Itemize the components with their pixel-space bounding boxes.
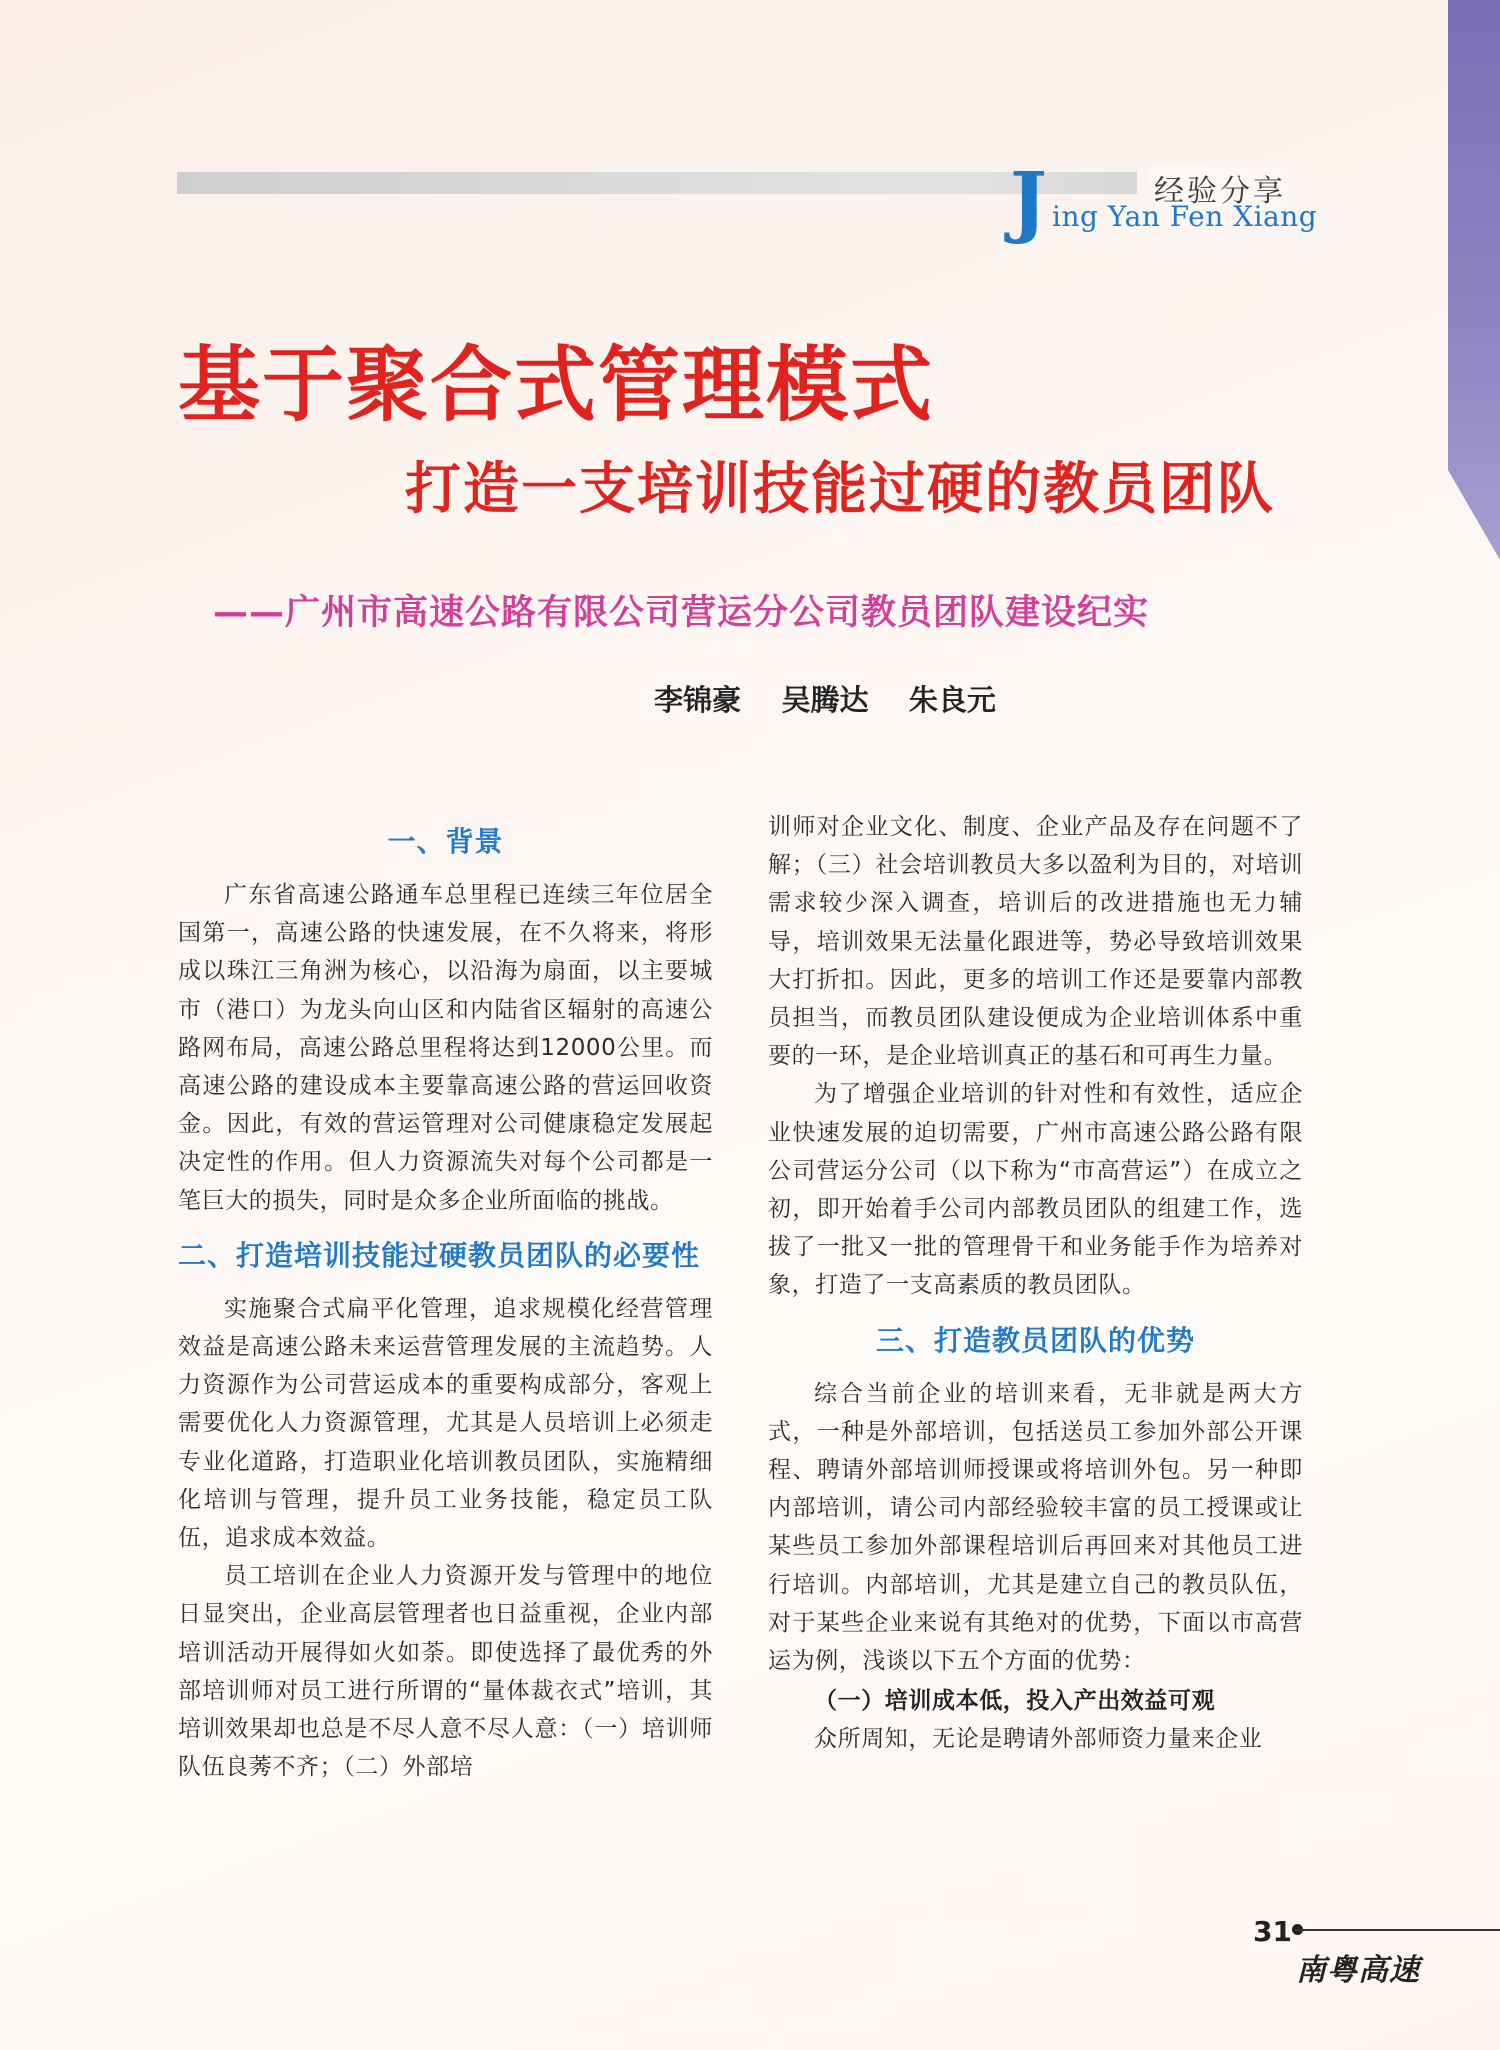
right-column (768, 808, 1303, 1758)
article-authors: 李锦豪 吴腾达 朱良元 (654, 683, 996, 717)
subsection-heading: （一）培训成本低，投入产出效益可观 (814, 1688, 1216, 1715)
page-number: 31 (1253, 1915, 1292, 1948)
section-tag (1010, 156, 1318, 247)
paragraph: 综合当前企业的培训来看，无非就是两大方式，一种是外部培训，包括送员工参加外部公开课程、聘请外部培训师授课或将培训外包。另一种即内部培训，请公司内部经验较丰富的员工授课或让某些员工参加外部课程培训后再回来对其他员工进行培训。内部培训，尤其是建立自己的教员队伍，对于某些企业来说有其绝对的优势，下面以市高营运为例，浅谈以下五个方面的优势： (768, 1380, 1303, 1675)
article-title-line1: 基于聚合式管理模式 (178, 338, 935, 433)
paragraph: 为了增强企业培训的针对性和有效性，适应企业快速发展的迫切需要，广州市高速公路公路有限公司营运分公司（以下称为“市高营运”）在成立之初，即开始着手公司内部教员团队的组建工作，选拔了一批又一批的管理骨干和业务能手作为培养对象，打造了一支高素质的教员团队。 (768, 1081, 1303, 1299)
paragraph: 广东省高速公路通车总里程已连续三年位居全国第一，高速公路的快速发展，在不久将来，将形成以珠江三角洲为核心，以沿海为扇面，以主要城市（港口）为龙头向山区和内陆省区辐射的高速公路网布局，高速公路总里程将达到12000公里。而高速公路的建设成本主要靠高速公路的营运回收资金。因此，有效的营运管理对公司健康稳定发展起决定性的作用。但人力资源流失对每个公司都是一笔巨大的损失，同时是众多企业所面临的挑战。 (178, 882, 713, 1214)
section-tag-initial: J (1010, 156, 1047, 247)
paragraph: 员工培训在企业人力资源开发与管理中的地位日显突出，企业高层管理者也日益重视，企业内部培训活动开展得如火如荼。即使选择了最优秀的外部培训师对员工进行所谓的“量体裁衣式”培训，其培训效果却也总是不尽人意不尽人意：（一）培训师队伍良莠不齐；（二）外部培 (178, 1563, 713, 1781)
section-heading-necessity: 二、打造培训技能过硬教员团队的必要性 (178, 1238, 701, 1272)
section-tag-pinyin: ing Yan Fen Xiang (1052, 200, 1318, 233)
paragraph: 实施聚合式扁平化管理，追求规模化经营管理效益是高速公路未来运营管理发展的主流趋势。人力资源作为公司营运成本的重要构成部分，客观上需要优化人力资源管理，尤其是人员培训上必须走专业化道路，打造职业化培训教员团队，实施精细化培训与管理，提升员工业务技能，稳定员工队伍，追求成本效益。 (178, 1295, 713, 1552)
header-rule-bar (177, 172, 1137, 194)
decorative-purple-band (1448, 0, 1500, 560)
left-column (178, 810, 713, 1786)
article-subtitle: ——广州市高速公路有限公司营运分公司教员团队建设纪实 (213, 593, 1150, 633)
paragraph: 众所周知，无论是聘请外部师资力量来企业 (814, 1726, 1263, 1753)
magazine-logo: 南粤高速 (1296, 1953, 1420, 1988)
footer-rule (1295, 1929, 1500, 1931)
paragraph: 训师对企业文化、制度、企业产品及存在问题不了解；（三）社会培训教员大多以盈利为目的，对培训需求较少深入调查，培训后的改进措施也无力辅导，培训效果无法量化跟进等，势必导致培训效果大打折扣。因此，更多的培训工作还是要靠内部教员担当，而教员团队建设便成为企业培训体系中重要的一环，是企业培训真正的基石和可再生力量。 (768, 814, 1303, 1070)
section-heading-advantages: 三、打造教员团队的优势 (875, 1323, 1195, 1357)
article-title-line2: 打造一支培训技能过硬的教员团队 (405, 457, 1275, 522)
section-tag-cn: 经验分享 (1150, 166, 1290, 210)
section-heading-background: 一、背景 (387, 825, 504, 858)
